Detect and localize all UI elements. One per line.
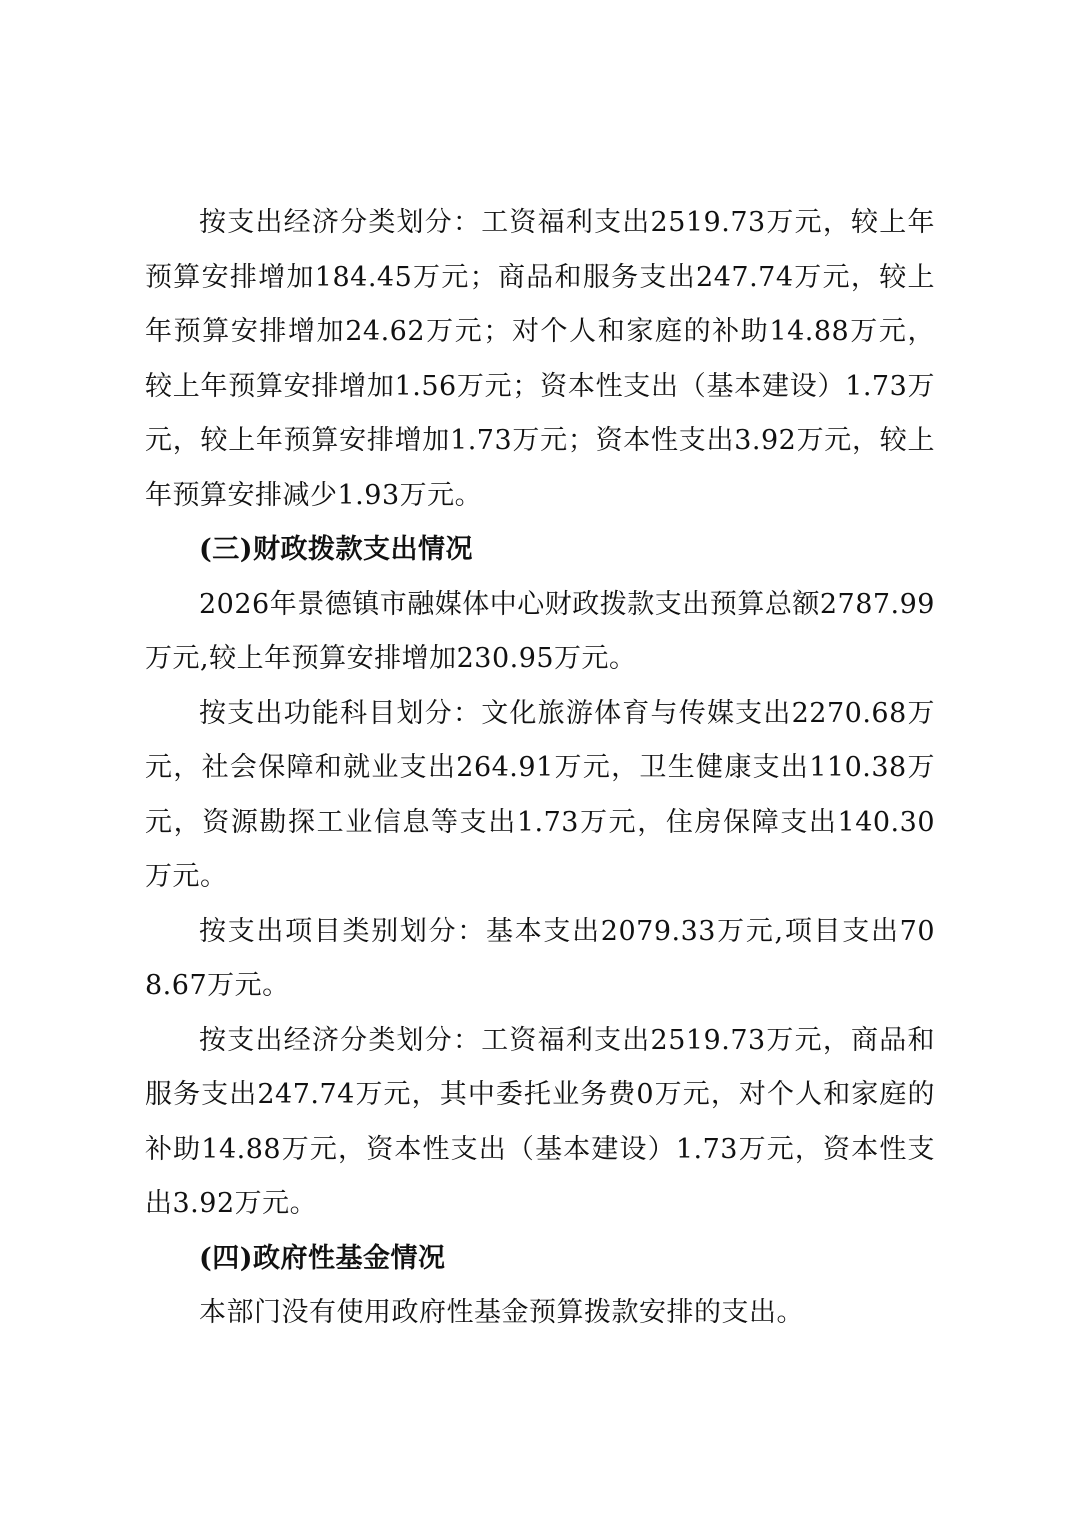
paragraph-economic-classification-fiscal: 按支出经济分类划分：工资福利支出2519.73万元，商品和服务支出247.74万元，其中委托业务费0万元，对个人和家庭的补助14.88万元，资本性支出（基本建设）1.73万元，资本性支出3.92万元。 (145, 1024, 935, 1219)
paragraph-economic-classification: 按支出经济分类划分：工资福利支出2519.73万元，较上年预算安排增加184.45万元；商品和服务支出247.74万元，较上年预算安排增加24.62万元；对个人和家庭的补助14.88万元，较上年预算安排增加1.56万元；资本性支出（基本建设）1.73万元，较上年预算安排增加1.73万元；资本性支出3.92万元，较上年预算安排减少1.93万元。 (145, 207, 935, 511)
paragraph-fiscal-total: 2026年景德镇市融媒体中心财政拨款支出预算总额2787.99万元,较上年预算安排增加230.95万元。 (145, 588, 935, 674)
paragraph-project-classification: 按支出项目类别划分：基本支出2079.33万元,项目支出708.67万元。 (145, 915, 935, 1001)
paragraph-government-fund: 本部门没有使用政府性基金预算拨款安排的支出。 (199, 1297, 804, 1328)
section-heading-fiscal-expenditure: (三)财政拨款支出情况 (199, 534, 474, 565)
section-heading-government-fund: (四)政府性基金情况 (199, 1242, 446, 1274)
paragraph-functional-classification: 按支出功能科目划分：文化旅游体育与传媒支出2270.68万元，社会保障和就业支出264.91万元，卫生健康支出110.38万元，资源勘探工业信息等支出1.73万元，住房保障支出140.30万元。 (145, 697, 935, 892)
document-page (145, 196, 935, 1341)
